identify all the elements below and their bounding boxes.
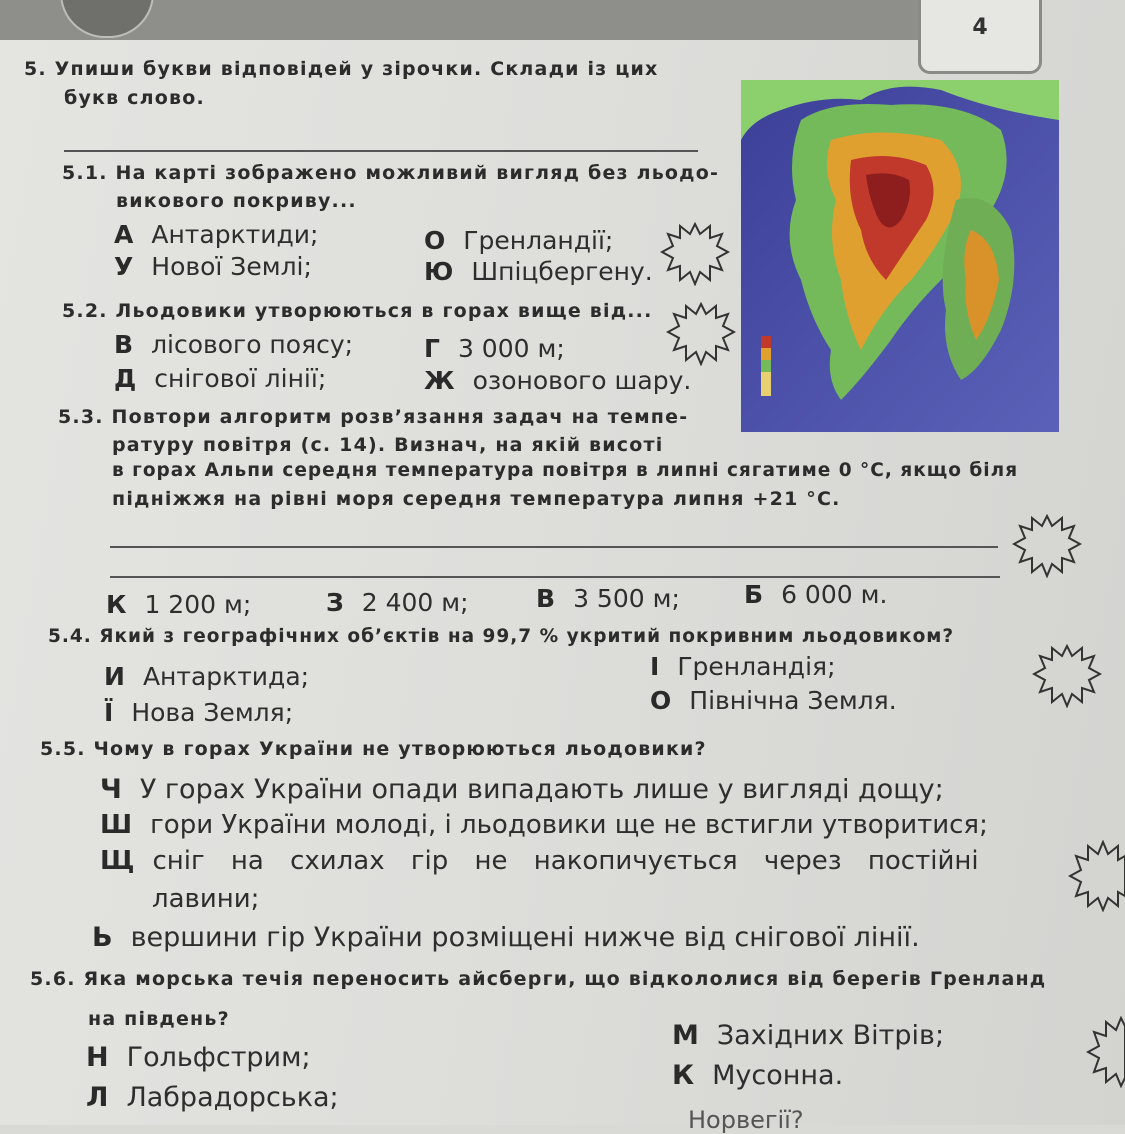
- option-text: Гольфстрим;: [126, 1042, 311, 1073]
- option-letter: Ш: [100, 810, 133, 840]
- answer-star-3[interactable]: [1012, 514, 1082, 578]
- option-letter: В: [536, 584, 556, 613]
- answer-star-6[interactable]: [1086, 1016, 1125, 1088]
- option-letter: К: [106, 590, 127, 619]
- lesson-number: 4: [972, 15, 988, 40]
- lesson-box: [918, 0, 1042, 74]
- task-heading-line2: букв слово.: [64, 87, 205, 109]
- greenland-relief-map: [741, 80, 1059, 432]
- q5-option-soft-sign[interactable]: [92, 922, 920, 953]
- q1-option-o[interactable]: [424, 226, 613, 255]
- option-letter: В: [114, 330, 134, 359]
- option-letter: Н: [86, 1042, 109, 1073]
- q5-option-shch[interactable]: [100, 846, 979, 876]
- q5-line1: 5.5. Чому в горах України не утворюються льодовики?: [40, 738, 707, 760]
- q2-option-zh[interactable]: [424, 366, 691, 395]
- option-text: У горах України опади випадають лише у вигляді дощу;: [139, 774, 944, 805]
- answer-star-2[interactable]: [666, 302, 736, 366]
- q6-option-m[interactable]: [672, 1020, 944, 1051]
- q4-line1: 5.4. Який з географічних об’єктів на 99,7 % укритий покривним льодовиком?: [48, 626, 955, 647]
- q3-option-z[interactable]: [326, 588, 469, 617]
- option-text: Гренландія;: [677, 652, 836, 681]
- option-letter: И: [104, 662, 125, 691]
- option-text: Північна Земля.: [689, 686, 897, 715]
- option-text: Антарктида;: [142, 662, 310, 691]
- option-text: Шпіцбергену.: [471, 257, 653, 286]
- option-letter: З: [326, 588, 344, 617]
- option-letter: Ю: [424, 257, 454, 286]
- option-text: 3 500 м;: [573, 584, 680, 613]
- option-text: Нова Земля;: [131, 698, 294, 727]
- q4-option-i[interactable]: [650, 652, 836, 681]
- option-text: гори України молоді, і льодовики ще не встигли утворитися;: [150, 810, 988, 840]
- option-text: Нової Землі;: [151, 252, 312, 281]
- cut-off-text: Норвегії?: [688, 1106, 804, 1134]
- option-letter: Щ: [100, 846, 135, 876]
- q3-option-v[interactable]: [536, 584, 680, 613]
- answer-word-line[interactable]: [64, 150, 698, 152]
- q4-option-o[interactable]: [650, 686, 897, 715]
- q6-line1: 5.6. Яка морська течія переносить айсберги, що відкололися від берегів Гренланд: [30, 968, 1047, 990]
- q6-line2: на південь?: [88, 1008, 230, 1030]
- q1-option-u[interactable]: [114, 252, 312, 281]
- option-letter: М: [672, 1020, 699, 1051]
- option-text: озонового шару.: [472, 366, 692, 395]
- option-text: лісового поясу;: [151, 330, 354, 359]
- answer-star-4[interactable]: [1032, 644, 1102, 708]
- option-letter: Ї: [104, 698, 114, 727]
- q2-line1: 5.2. Льодовики утворюються в горах вище від...: [62, 300, 653, 322]
- q3-option-k[interactable]: [106, 590, 251, 619]
- option-letter: Ж: [424, 366, 455, 395]
- option-text: 3 000 м;: [457, 334, 565, 363]
- q1-line2: викового покриву...: [116, 190, 357, 212]
- emblem-icon: [60, 0, 154, 38]
- q3-line3: в горах Альпи середня температура повітря в липні сягатиме 0 °С, якщо біля: [112, 460, 1019, 481]
- option-letter: Б: [744, 580, 764, 609]
- option-text: снігової лінії;: [154, 364, 327, 393]
- option-letter: Г: [424, 334, 440, 363]
- option-text: Західних Вітрів;: [716, 1020, 945, 1051]
- option-letter: К: [672, 1060, 695, 1091]
- q1-option-yu[interactable]: [424, 257, 653, 286]
- q3-line2: ратуру повітря (с. 14). Визнач, на якій висоті: [112, 434, 664, 456]
- q3-line1: 5.3. Повтори алгоритм розв’язання задач на темпе-: [58, 406, 689, 428]
- q5-option-sh[interactable]: [100, 810, 988, 840]
- q4-option-yi[interactable]: [104, 698, 293, 727]
- q4-option-y[interactable]: [104, 662, 309, 691]
- q3-answer-line-2[interactable]: [110, 576, 1000, 578]
- q3-option-b[interactable]: [744, 580, 887, 609]
- option-text: Антарктиди;: [151, 220, 319, 249]
- q5-option-ch[interactable]: [100, 774, 944, 805]
- q6-option-k[interactable]: [672, 1060, 843, 1091]
- q2-option-v[interactable]: [114, 330, 353, 359]
- header-band: [0, 0, 940, 40]
- q5-option-shch-cont: [152, 884, 259, 914]
- option-letter: У: [114, 252, 134, 281]
- task-heading-line1: 5. Упиши букви відповідей у зірочки. Склади із цих: [24, 58, 659, 80]
- option-letter: А: [114, 220, 134, 249]
- option-letter: Ь: [92, 922, 113, 953]
- option-text: Гренландії;: [463, 226, 614, 255]
- option-text: лавини;: [152, 884, 260, 914]
- map-graphic: [741, 80, 1059, 432]
- q1-line1: 5.1. На карті зображено можливий вигляд без льодо-: [62, 162, 720, 184]
- option-letter: Ч: [100, 774, 122, 805]
- option-text: Мусонна.: [712, 1060, 844, 1091]
- option-letter: І: [650, 652, 660, 681]
- option-letter: Л: [86, 1082, 109, 1113]
- q3-line4: підніжжя на рівні моря середня температура липня +21 °С.: [112, 488, 841, 510]
- option-text: вершини гір України розміщені нижче від снігової лінії.: [130, 922, 920, 953]
- option-letter: Д: [114, 364, 137, 393]
- option-text: 6 000 м.: [781, 580, 888, 609]
- option-letter: О: [424, 226, 446, 255]
- q2-option-h[interactable]: [424, 334, 565, 363]
- q2-option-d[interactable]: [114, 364, 326, 393]
- option-text: Лабрадорська;: [126, 1082, 339, 1113]
- answer-star-5[interactable]: [1068, 840, 1125, 912]
- q6-option-l[interactable]: [86, 1082, 339, 1113]
- option-text: 1 200 м;: [144, 590, 252, 619]
- option-letter: О: [650, 686, 672, 715]
- q6-option-n[interactable]: [86, 1042, 311, 1073]
- option-text: сніг на схилах гір не накопичується через постійні: [152, 846, 979, 876]
- answer-star-1[interactable]: [660, 222, 730, 286]
- q1-option-a[interactable]: [114, 220, 318, 249]
- option-text: 2 400 м;: [361, 588, 469, 617]
- q3-answer-line-1[interactable]: [110, 546, 998, 548]
